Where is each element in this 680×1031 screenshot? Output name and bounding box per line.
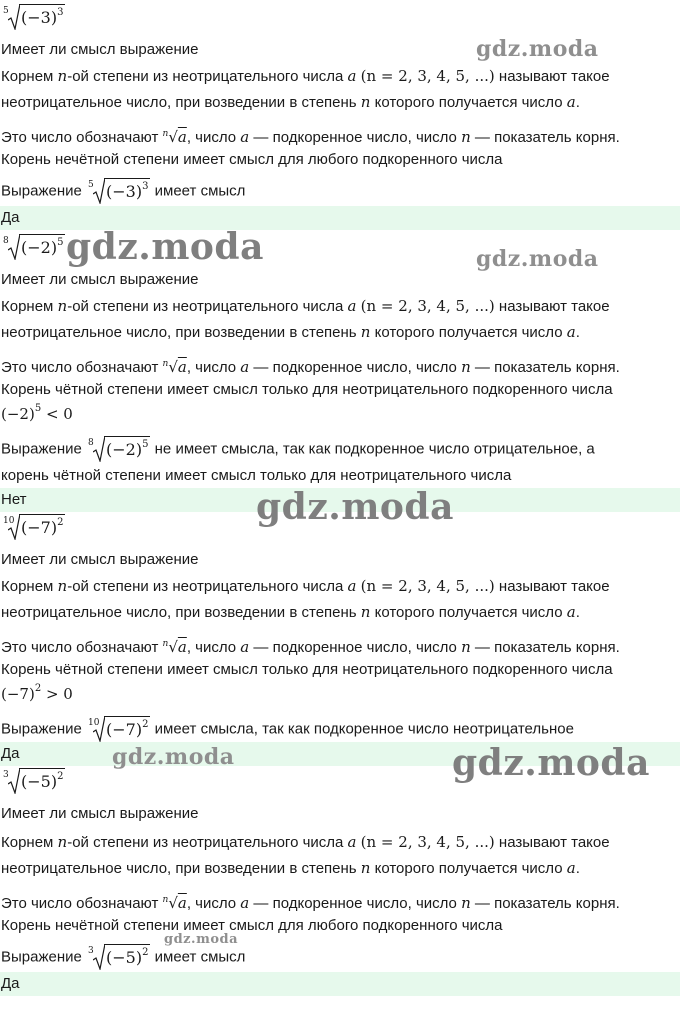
answer-text: Да	[1, 745, 20, 762]
watermark: gdz.moda	[164, 932, 239, 947]
definition-line-2: неотрицательное число, при возведении в степень n которого получается число a.	[1, 323, 580, 341]
definition-line-1: Корнем n-ой степени из неотрицательного числа a (n = 2, 3, 4, 5, ...) называют такое	[1, 67, 610, 85]
rule-text: Корень чётной степени имеет смысл только для неотрицательного подкоренного числа	[1, 661, 613, 678]
inequality-text: $(-7)^2 > 0$	[1, 683, 73, 703]
definition-line-2: неотрицательное число, при возведении в степень n которого получается число a.	[1, 603, 580, 621]
denote-line: Это число обозначают $^n$√a, число a — подкоренное число, число n — показатель корня.	[1, 638, 620, 656]
radical-heading: 8 $(-2)^5$	[1, 234, 65, 261]
definition-line-1: Корнем n-ой степени из неотрицательного числа a (n = 2, 3, 4, 5, ...) называют такое	[1, 297, 610, 315]
question-text: Имеет ли смысл выражение	[1, 41, 199, 58]
definition-line-1: Корнем n-ой степени из неотрицательного числа a (n = 2, 3, 4, 5, ...) называют такое	[1, 577, 610, 595]
radical-heading: 5 $(-3)^3$	[1, 4, 65, 31]
radical-heading: 3 $(-5)^2$	[1, 768, 65, 795]
denote-line: Это число обозначают $^n$√a, число a — подкоренное число, число n — показатель корня.	[1, 358, 620, 376]
definition-line-2: неотрицательное число, при возведении в степень n которого получается число a.	[1, 93, 580, 111]
conclusion-text-2: корень чётной степени имеет смысл только для неотрицательного числа	[1, 467, 512, 484]
definition-line-1: Корнем n-ой степени из неотрицательного числа a (n = 2, 3, 4, 5, ...) называют такое	[1, 833, 610, 851]
watermark: gdz.moda	[452, 742, 650, 784]
answer-text: Да	[1, 209, 20, 226]
conclusion-text: Выражение 3 $(-5)^2$ имеет смысл	[1, 944, 245, 971]
watermark: gdz.moda	[66, 226, 264, 268]
denote-line: Это число обозначают $^n$√a, число a — подкоренное число, число n — показатель корня.	[1, 894, 620, 912]
answer-bar	[0, 972, 680, 996]
denote-line: Это число обозначают $^n$√a, число a — подкоренное число, число n — показатель корня.	[1, 128, 620, 146]
question-text: Имеет ли смысл выражение	[1, 551, 199, 568]
question-text: Имеет ли смысл выражение	[1, 271, 199, 288]
radical-heading: 10 $(-7)^2$	[1, 514, 65, 541]
answer-text: Да	[1, 975, 20, 992]
question-text: Имеет ли смысл выражение	[1, 805, 199, 822]
watermark: gdz.moda	[476, 246, 599, 272]
rule-text: Корень нечётной степени имеет смысл для любого подкоренного числа	[1, 151, 503, 168]
watermark: gdz.moda	[476, 36, 599, 62]
answer-text: Нет	[1, 491, 27, 508]
conclusion-text: Выражение 5 $(-3)^3$ имеет смысл	[1, 178, 245, 205]
inequality-text: $(-2)^5 < 0$	[1, 403, 73, 423]
conclusion-text: Выражение 8 $(-2)^5$ не имеет смысла, так как подкоренное число отрицательное, а	[1, 436, 595, 463]
rule-text: Корень нечётной степени имеет смысл для любого подкоренного числа	[1, 917, 503, 934]
definition-line-2: неотрицательное число, при возведении в степень n которого получается число a.	[1, 859, 580, 877]
watermark: gdz.moda	[256, 486, 454, 528]
watermark: gdz.moda	[112, 744, 235, 770]
conclusion-text: Выражение 10 $(-7)^2$ имеет смысла, так как подкоренное число неотрицательное	[1, 716, 574, 743]
rule-text: Корень чётной степени имеет смысл только для неотрицательного подкоренного числа	[1, 381, 613, 398]
